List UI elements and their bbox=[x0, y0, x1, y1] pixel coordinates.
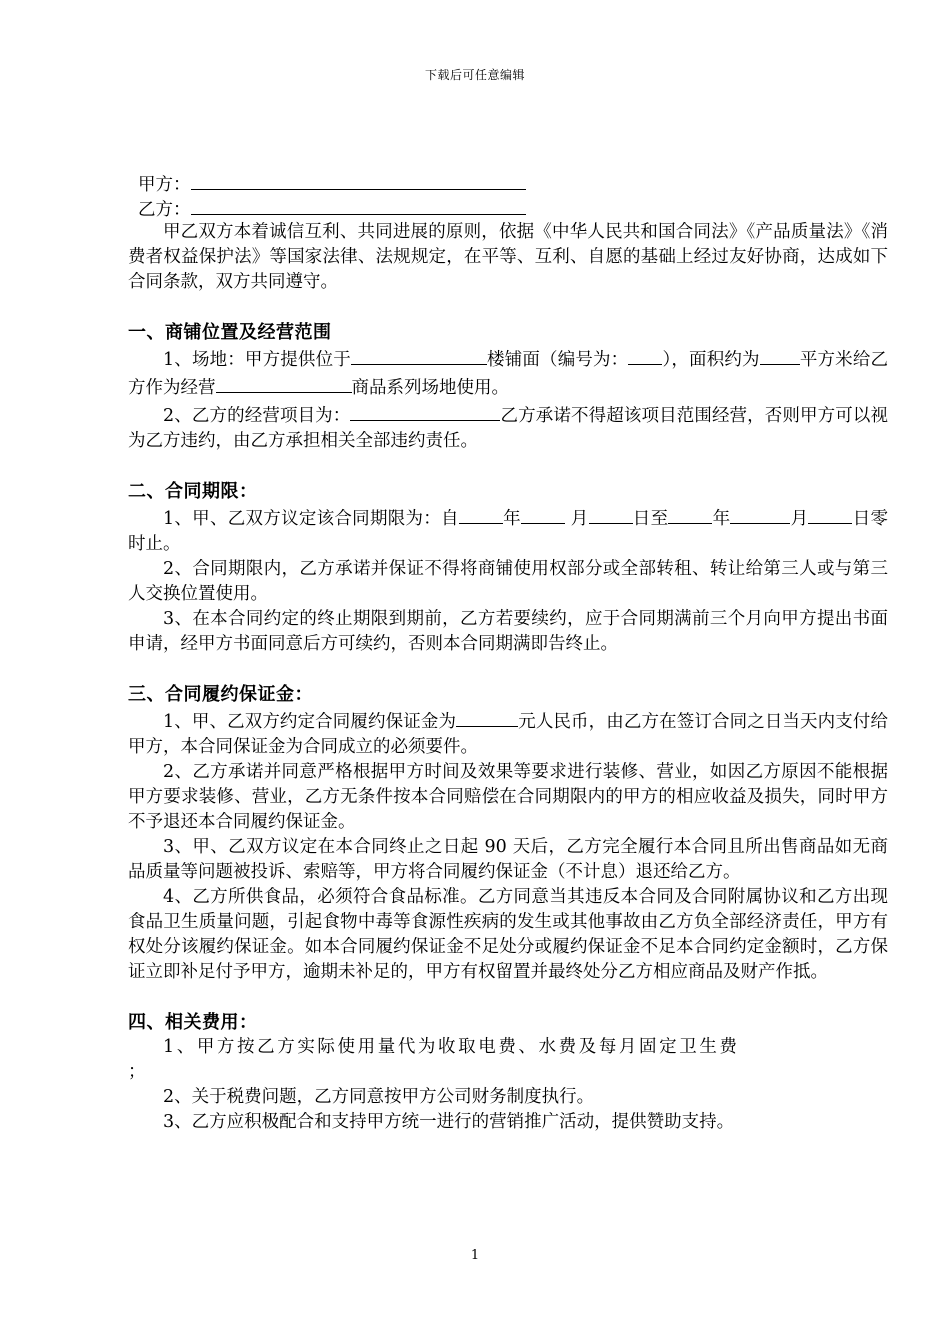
unit-number-blank[interactable] bbox=[628, 345, 662, 365]
month-label: 月 bbox=[570, 509, 589, 529]
section-1-title: 一、商铺位置及经营范围 bbox=[128, 322, 332, 343]
start-month-blank[interactable] bbox=[521, 504, 565, 524]
section-2-clause-2: 2、合同期限内，乙方承诺并保证不得将商铺使用权部分或全部转租、转让给第三人或与第三人交换位置使用。 bbox=[128, 559, 888, 604]
party-a-label: 甲方： bbox=[138, 175, 191, 195]
month-label-2: 月 bbox=[790, 509, 809, 529]
deposit-amount-blank[interactable] bbox=[456, 707, 518, 727]
s1-c1-a: 1、场地：甲方提供位于 bbox=[163, 350, 351, 370]
spacer bbox=[128, 295, 888, 320]
section-4-clause-1 bbox=[128, 1035, 888, 1060]
section-4-title: 四、相关费用： bbox=[128, 1012, 258, 1033]
end-year-blank[interactable] bbox=[668, 504, 712, 524]
year-label: 年 bbox=[502, 509, 521, 529]
end-month-blank[interactable] bbox=[730, 504, 790, 524]
party-b-blank[interactable] bbox=[191, 195, 526, 215]
header-note: 下载后可任意编辑 bbox=[424, 68, 525, 82]
section-1-clause-1 bbox=[128, 345, 888, 401]
spacer bbox=[128, 657, 888, 682]
floor-blank[interactable] bbox=[351, 345, 487, 365]
end-label: 日零时止。 bbox=[128, 509, 889, 554]
section-3-clause-2: 2、乙方承诺并同意严格根据甲方时间及效果等要求进行装修、营业，如因乙方原因不能根据甲方要求装修、营业，乙方无条件按本合同赔偿在合同期限内的甲方的相应收益及损失，同时甲方不予退还本合同履约保证金。 bbox=[128, 762, 888, 832]
start-year-blank[interactable] bbox=[459, 504, 503, 524]
section-3-title: 三、合同履约保证金： bbox=[128, 684, 313, 705]
section-2-clause-3: 3、在本合同约定的终止期限到期前，乙方若要续约，应于合同期满前三个月向甲方提出书面申请，经甲方书面同意后方可续约，否则本合同期满即告终止。 bbox=[128, 609, 888, 654]
s2-c1-a: 1、甲、乙双方议定该合同期限为：自 bbox=[163, 509, 459, 529]
s1-c2-a: 2、乙方的经营项目为： bbox=[163, 406, 351, 426]
page-number: 1 bbox=[470, 1248, 480, 1263]
section-4-clause-2: 2、关于税费问题，乙方同意按甲方公司财务制度执行。 bbox=[163, 1087, 595, 1107]
goods-blank[interactable] bbox=[216, 373, 352, 393]
section-2-clause-1 bbox=[128, 504, 888, 557]
s4-c1: 1、甲方按乙方实际使用量代为收取电费、水费及每月固定卫生费 bbox=[163, 1037, 740, 1057]
s1-c2-b: 乙方承诺不得超该项目范围经营，否则甲方可以视为乙方违约，由乙方承担相关全部违约责任。 bbox=[128, 406, 888, 451]
section-1-clause-2 bbox=[128, 401, 888, 454]
day-to-label: 日至 bbox=[632, 509, 669, 529]
spacer bbox=[128, 985, 888, 1010]
end-day-blank[interactable] bbox=[808, 504, 852, 524]
s3-c1-b: 元人民币，由乙方在签订合同之日当天内支付给甲方，本合同保证金为合同成立的必须要件。 bbox=[128, 712, 889, 757]
section-4-clause-3: 3、乙方应积极配合和支持甲方统一进行的营销推广活动，提供赞助支持。 bbox=[163, 1112, 735, 1132]
spacer bbox=[128, 454, 888, 479]
section-2-title: 二、合同期限： bbox=[128, 481, 258, 502]
section-3-clause-3: 3、甲、乙双方议定在本合同终止之日起 90 天后，乙方完全履行本合同且所出售商品如无商品质量等问题被投诉、索赔等，甲方将合同履约保证金（不计息）退还给乙方。 bbox=[128, 837, 888, 882]
area-blank[interactable] bbox=[760, 345, 800, 365]
s1-c1-d: 平方米给乙方作为经营 bbox=[128, 350, 889, 398]
party-b-label: 乙方： bbox=[138, 200, 191, 220]
year-label-2: 年 bbox=[712, 509, 731, 529]
s3-c1-a: 1、甲、乙双方约定合同履约保证金为 bbox=[163, 712, 457, 732]
party-a-blank[interactable] bbox=[191, 170, 526, 190]
section-3-clause-4: 4、乙方所供食品，必须符合食品标准。乙方同意当其违反本合同及合同附属协议和乙方出现食品卫生质量问题，引起食物中毒等食源性疾病的发生或其他事故由乙方负全部经济责任，甲方有权处分该履约保证金。如本合同履约保证金不足处分或履约保证金不足本合同约定金额时，乙方保证立即补足付予甲方，逾期未补足的，甲方有权留置并最终处分乙方相应商品及财产作抵。 bbox=[128, 887, 888, 982]
business-scope-blank[interactable] bbox=[350, 401, 500, 421]
s1-c1-e: 商品系列场地使用。 bbox=[351, 378, 509, 398]
party-a-line bbox=[128, 170, 888, 195]
section-3-clause-1 bbox=[128, 707, 888, 760]
s1-c1-c: ），面积约为 bbox=[662, 350, 760, 370]
contract-body bbox=[128, 170, 888, 1135]
section-4-clause-1-tail: ； bbox=[128, 1062, 146, 1082]
intro-paragraph: 甲乙双方本着诚信互利、共同进展的原则，依据《中华人民共和国合同法》《产品质量法》《消费者权益保护法》等国家法律、法规规定，在平等、互利、自愿的基础上经过友好协商，达成如下合同条款，双方共同遵守。 bbox=[128, 222, 888, 292]
s1-c1-b: 楼铺面（编号为： bbox=[486, 350, 629, 370]
party-b-line bbox=[128, 195, 888, 220]
start-day-blank[interactable] bbox=[589, 504, 633, 524]
